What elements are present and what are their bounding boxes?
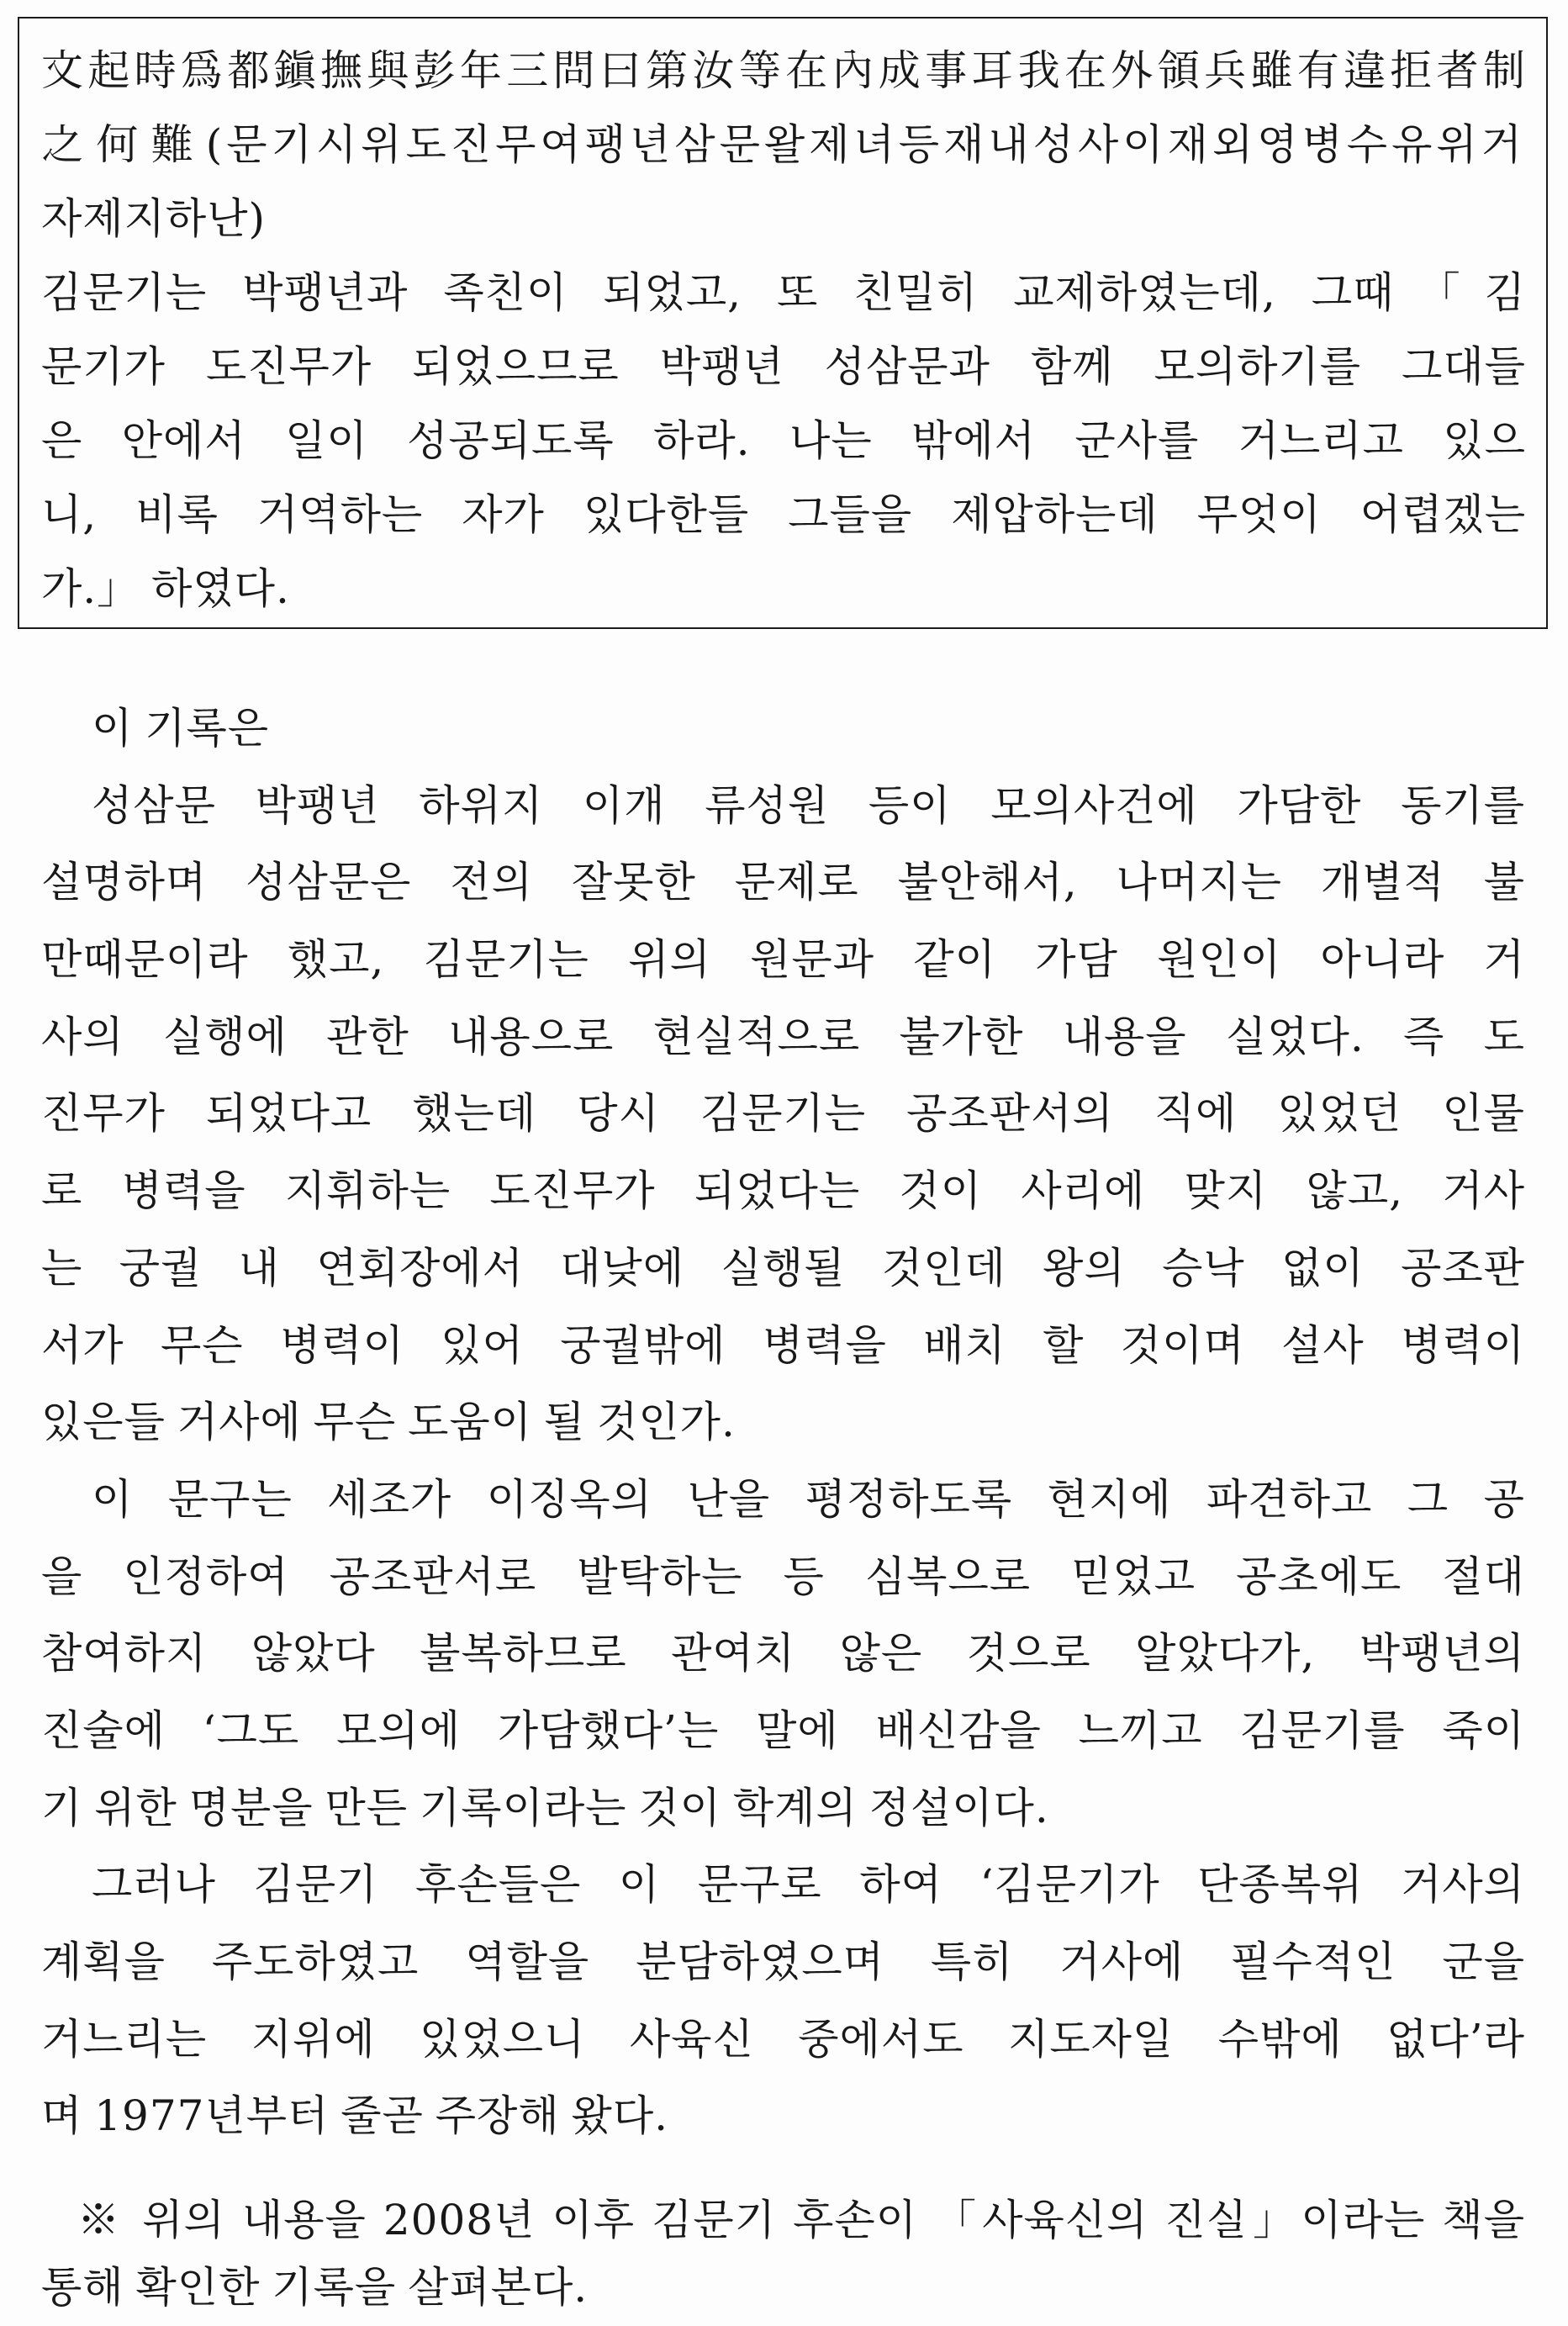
paragraph-line: 만때문이라 했고, 김문기는 위의 원문과 같이 가담 원인이 아니라 거 (41, 935, 1525, 985)
quote-line: 之何難(문기시위도진무여팽년삼문왈제녀등재내성사이재외영병수유위거 (41, 120, 1526, 169)
paragraph-line: 진무가 되었다고 했는데 당시 김문기는 공조판서의 직에 있었던 인물 (41, 1089, 1525, 1139)
quote-line: 文起時爲都鎭撫與彭年三問曰第汝等在內成事耳我在外領兵雖有違拒者制 (41, 46, 1526, 95)
quote-line: 은 안에서 일이 성공되도록 하라. 나는 밖에서 군사를 거느리고 있으 (41, 416, 1526, 465)
note (41, 2186, 1525, 2321)
paragraph-line: 이 문구는 세조가 이징옥의 난을 평정하도록 현지에 파견하고 그 공 (92, 1474, 1525, 1524)
paragraph-line: 기 위한 명분을 만든 기록이라는 것이 학계의 정설이다. (41, 1783, 1049, 1832)
note-line: ※ 위의 내용을 2008년 이후 김문기 후손이 「사육신의 진실」이라는 책을 (77, 2196, 1525, 2244)
paragraph-line: 계획을 주도하였고 역할을 분담하였으며 특히 거사에 필수적인 군을 (41, 1937, 1525, 1986)
quote-line: 자제지하난) (41, 194, 267, 243)
commentary-intro: 이 기록은 (92, 704, 270, 753)
quote-line: 문기가 도진무가 되었으므로 박팽년 성삼문과 함께 모의하기를 그대들 (41, 342, 1526, 391)
paragraph-line: 서가 무슨 병력이 있어 궁궐밖에 병력을 배치 할 것이며 설사 병력이 (41, 1320, 1525, 1370)
paragraph-line: 을 인정하여 공조판서로 발탁하는 등 심복으로 믿었고 공초에도 절대 (41, 1552, 1525, 1601)
paragraph (41, 1847, 1525, 2155)
paragraph-line: 사의 실행에 관한 내용으로 현실적으로 불가한 내용을 실었다. 즉 도 (41, 1012, 1525, 1061)
paragraph-line: 그러나 김문기 후손들은 이 문구로 하여 ‘김문기가 단종복위 거사의 (92, 1860, 1525, 1910)
paragraph-line: 는 궁궐 내 연회장에서 대낮에 실행될 것인데 왕의 승낙 없이 공조판 (41, 1243, 1525, 1293)
quote-line: 가.」 하였다. (41, 564, 290, 613)
quote-line: 김문기는 박팽년과 족친이 되었고, 또 친밀히 교제하였는데, 그때「김 (41, 268, 1526, 317)
paragraph-line: 설명하며 성삼문은 전의 잘못한 문제로 불안해서, 나머지는 개별적 불 (41, 858, 1525, 907)
paragraph (41, 768, 1525, 1462)
paragraph-line: 며 1977년부터 줄곧 주장해 왔다. (41, 2091, 669, 2141)
paragraph-line: 참여하지 않았다 불복하므로 관여치 않은 것으로 알았다가, 박팽년의 (41, 1629, 1525, 1678)
paragraph-line: 성삼문 박팽년 하위지 이개 류성원 등이 모의사건에 가담한 동기를 (92, 780, 1525, 830)
commentary (41, 690, 1525, 2155)
paragraph-line: 거느리는 지위에 있었으니 사육신 중에서도 지도자일 수밖에 없다’라 (41, 2014, 1525, 2064)
paragraph-line: 있은들 거사에 무슨 도움이 될 것인가. (41, 1398, 736, 1447)
note-line: 통해 확인한 기록을 살펴본다. (41, 2263, 589, 2312)
quote-box (18, 17, 1548, 629)
quote-line: 니, 비록 거역하는 자가 있다한들 그들을 제압하는데 무엇이 어렵겠는 (41, 490, 1526, 539)
paragraph-line: 진술에 ‘그도 모의에 가담했다’는 말에 배신감을 느끼고 김문기를 죽이 (41, 1705, 1525, 1755)
paragraph-line: 로 병력을 지휘하는 도진무가 되었다는 것이 사리에 맞지 않고, 거사 (41, 1166, 1525, 1216)
paragraph (41, 1462, 1525, 1847)
